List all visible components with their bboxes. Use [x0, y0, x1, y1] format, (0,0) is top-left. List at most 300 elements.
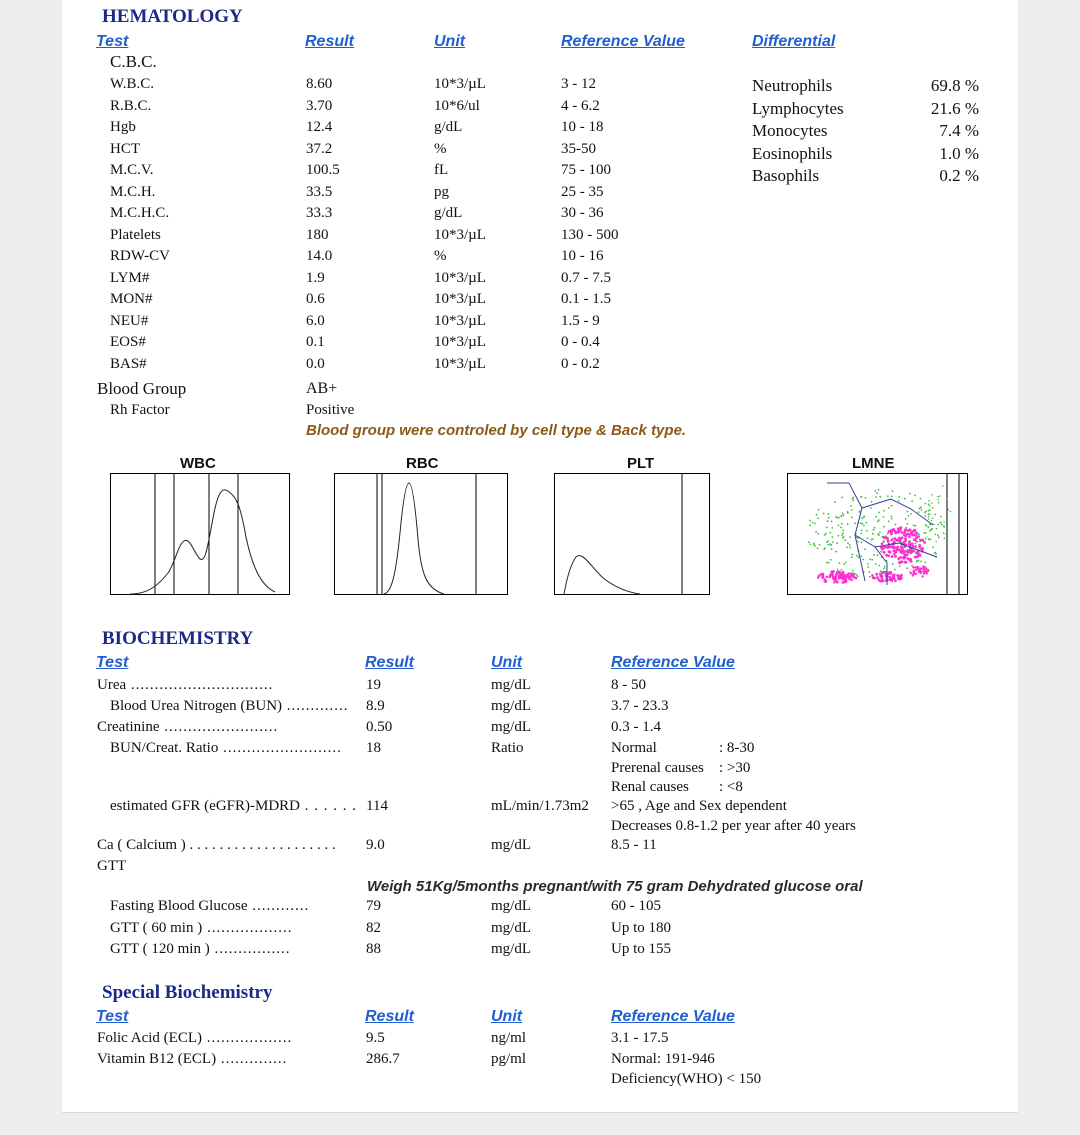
lmne-dot [832, 536, 834, 538]
dot-leader: .............. [216, 1051, 288, 1067]
lmne-dot [925, 532, 927, 534]
lmne-dot [857, 541, 859, 543]
lmne-dot [922, 575, 924, 577]
lmne-dot [942, 485, 944, 487]
hematology-reference: 25 - 35 [561, 183, 604, 200]
gtt-reference: 60 - 105 [611, 898, 661, 914]
lmne-dot [878, 565, 880, 567]
lmne-dot [934, 552, 936, 554]
hematology-title: HEMATOLOGY [102, 6, 243, 27]
lmne-dot [911, 500, 913, 502]
biochemistry-test-name: BUN/Creat. Ratio [110, 740, 219, 756]
lmne-dot [920, 498, 922, 500]
lmne-dot [849, 547, 851, 549]
lmne-dot [830, 532, 832, 534]
rbc-histogram [334, 473, 508, 595]
calcium-unit: mg/dL [491, 837, 531, 853]
hematology-unit: 10*3/µL [434, 312, 486, 329]
lmne-dot [924, 561, 926, 563]
dot-leader: .............................. [126, 677, 274, 693]
biochemistry-reference: 8 - 50 [611, 677, 646, 693]
lmne-dot [890, 539, 893, 542]
lmne-dot [888, 530, 891, 533]
lmne-dot [900, 560, 903, 563]
biochemistry-result: 0.50 [366, 719, 393, 735]
lmne-dot [913, 538, 916, 541]
biochemistry-unit: Ratio [491, 740, 524, 756]
lmne-dot [938, 499, 940, 501]
lmne-dot [891, 546, 894, 549]
lmne-dot [842, 532, 844, 534]
lmne-dot [881, 571, 884, 574]
special-header-test: Test [96, 1008, 129, 1025]
lmne-dot [932, 547, 934, 549]
lmne-dot [876, 573, 879, 576]
lmne-dot [828, 544, 830, 546]
lmne-dot [938, 502, 940, 504]
lmne-dot [890, 572, 893, 575]
lmne-dot [838, 517, 840, 519]
lmne-dot [892, 490, 894, 492]
lmne-dot [844, 539, 846, 541]
lmne-dot [914, 494, 916, 496]
hematology-reference: 30 - 36 [561, 205, 604, 221]
ratio-ref-normal-value: : 8-30 [719, 740, 755, 756]
lmne-dot [883, 516, 885, 518]
lmne-dot [920, 506, 922, 508]
lmne-dot [898, 496, 900, 498]
lmne-dot [857, 556, 859, 558]
lmne-dot [883, 568, 885, 570]
lmne-dot [877, 577, 880, 580]
lmne-dot [883, 526, 885, 528]
lmne-dot [828, 576, 831, 579]
ratio-ref-prerenal-value: : >30 [719, 760, 751, 776]
lmne-dot [932, 507, 934, 509]
gtt-reference: Up to 180 [611, 919, 671, 936]
lmne-dot [888, 507, 890, 509]
lmne-dot [810, 544, 812, 546]
lmne-dot [906, 523, 908, 525]
dot-leader: .................. [202, 919, 293, 936]
lmne-dot [937, 496, 939, 498]
hematology-reference: 0.7 - 7.5 [561, 269, 611, 286]
gtt-unit: mg/dL [491, 941, 531, 957]
lmne-dot [939, 495, 941, 497]
egfr-test-label: estimated GFR (eGFR)-MDRD [110, 798, 300, 814]
lmne-dot [931, 494, 933, 496]
lmne-dot [945, 533, 947, 535]
lmne-dot [830, 571, 833, 574]
lmne-dot [812, 522, 814, 524]
header-test: Test [96, 33, 129, 50]
hematology-test-name: M.C.H.C. [110, 205, 170, 221]
lmne-dot [926, 525, 928, 527]
differential-name: Lymphocytes [752, 98, 844, 118]
lmne-dot [880, 570, 882, 572]
lmne-dot [929, 524, 931, 526]
lmne-dot [863, 516, 865, 518]
hematology-test-name: HCT [110, 140, 140, 157]
lmne-dot [914, 545, 917, 548]
special-test [97, 1051, 287, 1068]
lmne-dot [915, 543, 917, 545]
lmne-dot [928, 504, 930, 506]
hematology-unit: fL [434, 162, 449, 178]
calcium-result: 9.0 [366, 837, 385, 853]
lmne-dot [921, 539, 924, 542]
dot-leader: ......................... [218, 740, 342, 756]
lmne-dot [854, 576, 857, 579]
lmne-dot [866, 530, 868, 532]
lmne-dot [848, 572, 851, 575]
lmne-dot [932, 517, 934, 519]
lmne-dot [940, 522, 942, 524]
hematology-unit: % [434, 248, 447, 264]
lmne-dot [851, 554, 853, 556]
hematology-test-name: Platelets [110, 226, 161, 243]
biochemistry-test-name: Creatinine [97, 719, 160, 735]
lmne-dot [894, 569, 896, 571]
dot-leader: ............. [282, 698, 349, 714]
lmne-dot [881, 548, 884, 551]
lmne-dot [877, 554, 879, 556]
lmne-dot [920, 561, 922, 563]
lmne-dot [882, 580, 885, 583]
lmne-dot [871, 559, 873, 561]
lmne-dot [907, 557, 910, 560]
differential-value: 7.4 % [939, 121, 979, 140]
lmne-dot [918, 544, 921, 547]
lmne-dot [911, 542, 914, 545]
gtt-label: GTT [97, 858, 127, 874]
special-unit: pg/ml [491, 1051, 527, 1067]
ratio-ref-renal-value: : <8 [719, 779, 743, 795]
header-reference: Reference Value [561, 33, 685, 50]
hematology-test-name: LYM# [110, 269, 150, 286]
biochemistry-test [110, 740, 342, 757]
hematology-reference: 35-50 [561, 140, 596, 157]
lmne-dot [899, 526, 902, 529]
biochemistry-result: 8.9 [366, 698, 385, 714]
lmne-dot [943, 525, 945, 527]
lmne-dot [923, 532, 925, 534]
lmne-dot [896, 539, 899, 542]
calcium-test: Ca ( Calcium ) . . . . . . . . . . . . . . . . . . . . [97, 837, 336, 853]
lmne-dot [871, 501, 873, 503]
lmne-dot [931, 528, 933, 530]
biochemistry-test [97, 677, 273, 694]
hematology-test-name: W.B.C. [110, 76, 155, 92]
lmne-dot [852, 574, 855, 577]
biochemistry-result: 19 [366, 677, 381, 693]
differential-name: Neutrophils [752, 76, 833, 95]
lmne-dot [946, 498, 948, 500]
hematology-test-name: EOS# [110, 334, 146, 350]
hematology-reference: 10 - 18 [561, 119, 604, 135]
lmne-dot [826, 576, 829, 579]
lmne-dot [870, 507, 872, 509]
lmne-dot [879, 496, 881, 498]
lmne-dot [929, 509, 931, 511]
lmne-dot [817, 517, 819, 519]
lmne-dot [905, 518, 907, 520]
bio-header-reference: Reference Value [611, 654, 735, 671]
lmne-dot [931, 520, 933, 522]
lmne-dot [883, 551, 886, 554]
special-header-reference: Reference Value [611, 1008, 735, 1025]
header-result: Result [305, 33, 354, 50]
dot-leader: ............ [247, 898, 310, 914]
lmne-dot [919, 508, 921, 510]
wbc-histogram-label: WBC [180, 455, 216, 472]
lmne-dot [838, 571, 841, 574]
lmne-dot [860, 496, 862, 498]
lmne-dot [941, 524, 943, 526]
hematology-reference: 10 - 16 [561, 248, 604, 264]
hematology-test-name: R.B.C. [110, 97, 152, 114]
lmne-dot [826, 527, 828, 529]
egfr-result: 114 [366, 798, 388, 814]
special-test [97, 1030, 292, 1047]
lmne-dot [922, 568, 924, 570]
lmne-dot [905, 527, 907, 529]
hematology-unit: g/dL [434, 205, 463, 221]
hematology-unit: 10*3/µL [434, 269, 486, 286]
lmne-dot [857, 575, 859, 577]
lmne-dot [925, 538, 927, 540]
lmne-dot [879, 580, 882, 583]
lmne-dot [873, 554, 875, 556]
lmne-dot [819, 544, 821, 546]
lmne-dot [874, 527, 876, 529]
lmne-dot [840, 527, 842, 529]
lmne-dot [908, 529, 911, 532]
lmne-dot [924, 566, 926, 568]
lmne-dot [906, 567, 908, 569]
lmne-dot [943, 532, 945, 534]
hematology-result: 37.2 [306, 140, 333, 157]
lmne-dot [928, 516, 930, 518]
lmne-dot [831, 527, 833, 529]
hematology-reference: 3 - 12 [561, 76, 596, 92]
biochemistry-unit: mg/dL [491, 677, 531, 693]
header-unit: Unit [434, 33, 466, 50]
lmne-dot [827, 513, 829, 515]
lmne-dot [833, 581, 836, 584]
hematology-result: 12.4 [306, 119, 333, 135]
lmne-dot [891, 505, 893, 507]
lmne-dot [924, 503, 926, 505]
hematology-result: 0.6 [306, 291, 325, 307]
lmne-dot [937, 534, 939, 536]
lmne-dot [814, 523, 816, 525]
special-test-name: Folic Acid (ECL) [97, 1030, 202, 1046]
lmne-dot [843, 577, 846, 580]
egfr-test: estimated GFR (eGFR)-MDRD . . . . . . [110, 798, 357, 814]
lmne-dot [913, 573, 915, 575]
lmne-dot [881, 542, 884, 545]
lmne-dot [815, 531, 817, 533]
lmne-dot [817, 576, 820, 579]
hematology-unit: g/dL [434, 119, 463, 135]
lmne-dot [828, 562, 830, 564]
wbc-histogram [110, 473, 290, 595]
lmne-dot [923, 541, 926, 544]
hematology-unit: pg [434, 183, 449, 200]
gtt-test-name: GTT ( 120 min ) [110, 941, 210, 957]
gtt-reference: Up to 155 [611, 941, 671, 957]
lmne-dot [842, 537, 844, 539]
lmne-dot [861, 541, 863, 543]
lmne-dot [904, 498, 906, 500]
hematology-test-name: BAS# [110, 355, 147, 372]
lmne-dot [851, 517, 853, 519]
biochemistry-unit: mg/dL [491, 698, 531, 714]
lmne-dot [895, 524, 897, 526]
lmne-dot [831, 544, 833, 546]
lmne-dot [884, 566, 886, 568]
lmne-dot [825, 533, 827, 535]
lmne-dot [893, 553, 896, 556]
lmne-dot [875, 563, 877, 565]
lmne-dot [826, 541, 828, 543]
lmne-dot [859, 510, 861, 512]
gtt-result: 88 [366, 941, 381, 957]
egfr-ref1: >65 , Age and Sex dependent [611, 798, 787, 814]
gtt-test-name: Fasting Blood Glucose [110, 898, 248, 914]
lmne-dot [910, 560, 913, 563]
dot-leader: ........................ [159, 719, 279, 735]
lmne-dot [913, 524, 915, 526]
lmne-dot [916, 566, 918, 568]
lmne-dot [808, 541, 810, 543]
lmne-dot [900, 546, 903, 549]
calcium-test-label: Ca ( Calcium ) [97, 837, 186, 853]
lmne-dot [936, 528, 938, 530]
gtt-test [110, 920, 292, 937]
lmne-dot [899, 566, 901, 568]
hematology-result: 6.0 [306, 312, 325, 329]
b12-ref-deficiency: Deficiency(WHO) < 150 [611, 1071, 762, 1087]
lmne-dot [891, 518, 893, 520]
hematology-unit: % [434, 140, 447, 157]
ratio-ref-normal-label: Normal [611, 740, 657, 756]
biochemistry-unit: mg/dL [491, 719, 531, 735]
gtt-note: Weigh 51Kg/5months pregnant/with 75 gram Dehydrated glucose oral [367, 878, 863, 895]
lmne-dot [910, 531, 913, 534]
lmne-dot [879, 532, 881, 534]
lmne-dot [896, 546, 899, 549]
lmne-dot [821, 573, 824, 576]
lmne-dot [835, 516, 837, 518]
biochemistry-test [110, 698, 349, 715]
gtt-test-name: GTT ( 60 min ) [110, 919, 203, 936]
dot-leader: ................ [209, 941, 291, 957]
biochemistry-title: BIOCHEMISTRY [102, 628, 254, 649]
lmne-dot [873, 529, 875, 531]
lmne-dot [846, 547, 848, 549]
lmne-dot [927, 570, 929, 572]
blood-group-note: Blood group were controled by cell type & Back type. [306, 422, 687, 439]
lmne-dot [851, 556, 853, 558]
special-test-name: Vitamin B12 (ECL) [97, 1051, 217, 1067]
lmne-dot [924, 515, 926, 517]
lmne-dot [911, 565, 913, 567]
lmne-dot [840, 516, 842, 518]
lmne-dot [838, 525, 840, 527]
lmne-dot [887, 533, 889, 535]
lmne-dot [940, 516, 942, 518]
lmne-dot [878, 512, 880, 514]
hematology-test-name: MON# [110, 291, 153, 307]
hematology-reference: 1.5 - 9 [561, 312, 600, 329]
lmne-dot [904, 529, 907, 532]
bio-header-unit: Unit [491, 654, 523, 671]
biochemistry-test-name: Urea [97, 677, 127, 693]
lmne-dot [876, 492, 878, 494]
lmne-dot [835, 551, 837, 553]
lmne-dot [921, 547, 924, 550]
lmne-dot [886, 537, 889, 540]
lmne-dot [875, 516, 877, 518]
lmne-dot [842, 513, 844, 515]
calcium-ref: 8.5 - 11 [611, 837, 657, 853]
lmne-dot [814, 545, 816, 547]
lmne-dot [867, 537, 869, 539]
hematology-test-name: NEU# [110, 312, 149, 329]
lmne-dot [903, 541, 906, 544]
lmne-scatter [787, 473, 968, 595]
lmne-dot [887, 495, 889, 497]
lmne-dot [861, 530, 863, 532]
plt-histogram-label: PLT [627, 455, 655, 472]
lmne-dot [849, 575, 852, 578]
biochemistry-test-name: Blood Urea Nitrogen (BUN) [110, 698, 283, 714]
lmne-dot [914, 534, 917, 537]
lmne-dot [878, 519, 880, 521]
lmne-dot [904, 556, 907, 559]
lmne-dot [916, 551, 919, 554]
lmne-dot [860, 533, 862, 535]
lmne-dot [887, 540, 890, 543]
lmne-dot [860, 555, 862, 557]
bio-header-test: Test [96, 654, 129, 671]
lmne-dot [912, 549, 915, 552]
biochemistry-reference: 0.3 - 1.4 [611, 719, 661, 735]
lmne-dot [935, 541, 937, 543]
hematology-result: 0.1 [306, 334, 325, 350]
ratio-ref-prerenal-label: Prerenal causes [611, 760, 704, 776]
lmne-dot [842, 581, 845, 584]
hematology-test-name: RDW-CV [110, 248, 170, 264]
lmne-dot [832, 541, 834, 543]
rh-value: Positive [306, 402, 355, 418]
lmne-dot [916, 560, 918, 562]
lmne-dot [867, 563, 869, 565]
lmne-dot [880, 551, 882, 553]
lmne-dot [861, 517, 863, 519]
hematology-unit: 10*3/µL [434, 76, 486, 92]
lmne-dot [826, 562, 828, 564]
hematology-result: 1.9 [306, 269, 325, 286]
lmne-dot [841, 574, 844, 577]
special-reference: Normal: 191-946 [611, 1051, 715, 1067]
lmne-dot [950, 511, 952, 513]
biochemistry-reference: 3.7 - 23.3 [611, 698, 669, 714]
lmne-dot [850, 505, 852, 507]
lmne-dot [847, 542, 849, 544]
